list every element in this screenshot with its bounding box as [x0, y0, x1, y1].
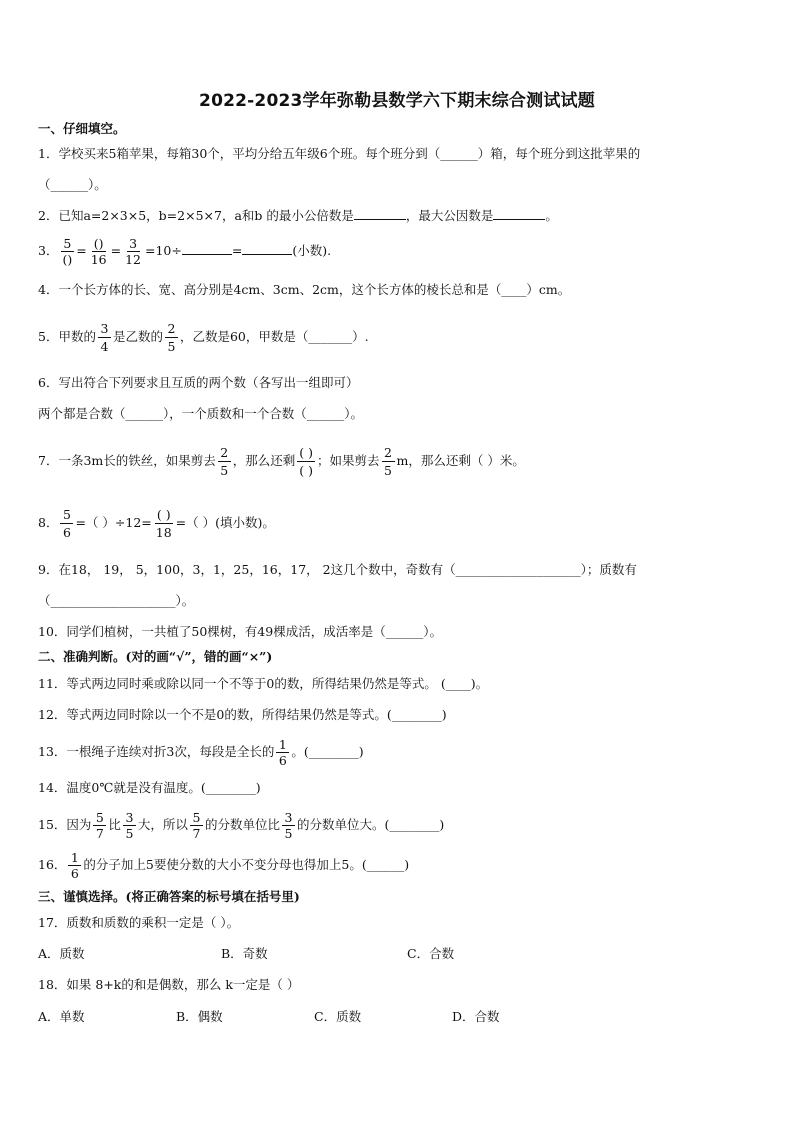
- q8-text-b: =（ ）÷12=: [75, 515, 152, 530]
- q3-text-3: (小数).: [292, 243, 332, 258]
- q16-f-num: 1: [68, 850, 81, 866]
- q3-fraction-1: [60, 236, 74, 267]
- q5-text-b: 是乙数的: [112, 329, 163, 344]
- q15-f4-num: 3: [282, 810, 295, 826]
- question-9-line-2: （____________________）。: [38, 593, 195, 608]
- q2-text-b: ，最大公因数是: [405, 208, 494, 223]
- q8-fraction-1: [60, 506, 73, 541]
- q15-fraction-3: [190, 810, 203, 841]
- q15-f4-den: 5: [284, 826, 293, 841]
- q2-blank-2[interactable]: [493, 207, 545, 220]
- section-heading-fill: 一、仔细填空。: [38, 121, 126, 136]
- q18-option-d[interactable]: D．合数: [452, 1009, 500, 1024]
- question-8: [38, 506, 758, 541]
- q15-f2-den: 5: [125, 826, 134, 841]
- q15-fraction-2: [123, 810, 136, 841]
- question-1-line-2: （______）。: [38, 177, 107, 192]
- q15-text-c: 大，所以: [137, 817, 188, 832]
- q5-f2-num: 2: [165, 320, 178, 338]
- question-12: 12．等式两边同时除以一个不是0的数，所得结果仍然是等式。(________): [38, 707, 447, 722]
- q3-f1-den: (): [62, 252, 73, 267]
- q7-f2-den: ( ): [299, 463, 314, 478]
- q3-blank-1[interactable]: [182, 242, 232, 255]
- q15-fraction-1: [93, 810, 106, 841]
- q7-f1-den: 5: [220, 463, 229, 478]
- q3-f3-num: 3: [127, 236, 140, 252]
- q7-f3-num: 2: [382, 444, 395, 462]
- q8-f2-den: 18: [155, 525, 172, 540]
- q17-option-a[interactable]: A．质数: [38, 946, 85, 961]
- q15-text-d: 的分数单位比: [204, 817, 280, 832]
- q18-option-b[interactable]: B．偶数: [176, 1009, 223, 1024]
- question-4: 4．一个长方体的长、宽、高分别是4cm、3cm、2cm，这个长方体的棱长总和是（____）cm。: [38, 282, 571, 297]
- q15-text-e: 的分数单位大。(________): [296, 817, 445, 832]
- q5-f1-den: 4: [100, 339, 109, 354]
- question-11: 11．等式两边同时乘或除以同一个不等于0的数，所得结果仍然是等式。 (____)。: [38, 676, 489, 691]
- q2-text-a: 2．已知a=2×3×5，b=2×5×7，a和b 的最小公倍数是: [38, 208, 354, 223]
- q7-f2-num: ( ): [299, 445, 314, 460]
- q3-text-1: =10÷: [145, 243, 182, 258]
- q18-option-c[interactable]: C．质数: [314, 1009, 362, 1024]
- q7-text-d: m，那么还剩（ ）米。: [396, 453, 525, 468]
- question-3: [38, 236, 758, 267]
- q8-text-c: =（ ）(填小数)。: [175, 515, 275, 530]
- question-15: [38, 810, 758, 841]
- page-title: 2022-2023学年弥勒县数学六下期末综合测试试题: [199, 91, 595, 111]
- q7-fraction-2: [297, 444, 315, 479]
- q15-f1-den: 7: [95, 826, 104, 841]
- question-5: [38, 320, 758, 355]
- q7-text-c: ；如果剪去: [317, 453, 380, 468]
- question-1-line-1: 1．学校买来5箱苹果，每箱30个，平均分给五年级6个班。每个班分到（______）箱，每个班分到这批苹果的: [38, 146, 641, 161]
- q5-fraction-1: [98, 320, 111, 355]
- q7-fraction-1: [218, 444, 231, 479]
- q16-fraction: [68, 850, 81, 881]
- q15-text-b: 比: [108, 817, 121, 832]
- q3-eq-2: =: [110, 243, 122, 258]
- q16-text-b: 的分子加上5要使分数的大小不变分母也得加上5。(______): [83, 857, 410, 872]
- q5-text-c: ，乙数是60，甲数是（_______）.: [179, 329, 369, 344]
- q7-fraction-3: [382, 444, 395, 479]
- q5-fraction-2: [165, 320, 178, 355]
- q17-option-c[interactable]: C．合数: [407, 946, 455, 961]
- q13-f-num: 1: [276, 737, 289, 753]
- section-heading-judge: 二、准确判断。(对的画“√”，错的画“×”): [38, 649, 273, 664]
- q3-fraction-2: [89, 236, 109, 267]
- q3-fraction-3: [123, 236, 143, 267]
- q5-text-a: 5．甲数的: [38, 329, 96, 344]
- q16-text-a: 16．: [38, 857, 67, 872]
- q15-f2-num: 3: [123, 810, 136, 826]
- q2-blank-1[interactable]: [354, 207, 406, 220]
- question-16: [38, 850, 758, 881]
- q8-f1-num: 5: [60, 506, 73, 524]
- q7-text-a: 7．一条3m长的铁丝，如果剪去: [38, 453, 216, 468]
- q13-text-b: 。(________): [291, 744, 364, 759]
- q18-option-a[interactable]: A．单数: [38, 1009, 85, 1024]
- question-17: 17．质数和质数的乘积一定是（ ）。: [38, 915, 240, 930]
- q13-f-den: 6: [278, 753, 287, 768]
- q8-text-a: 8．: [38, 515, 59, 530]
- q15-fraction-4: [282, 810, 295, 841]
- q15-f1-num: 5: [93, 810, 106, 826]
- q5-f1-num: 3: [98, 320, 111, 338]
- q3-text-2: =: [231, 243, 243, 258]
- q7-text-b: ，那么还剩: [232, 453, 296, 468]
- q3-blank-2[interactable]: [242, 242, 292, 255]
- q3-number: 3．: [38, 243, 59, 258]
- q3-f2-num: (): [93, 236, 104, 251]
- q8-f2-num: ( ): [156, 507, 171, 522]
- question-14: 14．温度0℃就是没有温度。(________): [38, 780, 261, 795]
- q3-f3-den: 12: [125, 252, 141, 267]
- q5-f2-den: 5: [167, 339, 176, 354]
- q15-text-a: 15．因为: [38, 817, 92, 832]
- q17-option-b[interactable]: B．奇数: [221, 946, 268, 961]
- q3-f1-num: 5: [61, 236, 74, 252]
- q3-eq-1: =: [76, 243, 87, 258]
- question-7: [38, 444, 758, 479]
- q3-f2-den: 16: [90, 252, 107, 267]
- question-6-line-2: 两个都是合数（______），一个质数和一个合数（______）。: [38, 406, 364, 421]
- question-6-line-1: 6．写出符合下列要求且互质的两个数（各写出一组即可）: [38, 375, 359, 390]
- q7-f1-num: 2: [218, 444, 231, 462]
- q8-f1-den: 6: [62, 525, 71, 540]
- question-18: 18．如果 8+k的和是偶数，那么 k一定是（ ）: [38, 977, 300, 992]
- question-9-line-1: 9．在18， 19， 5，100，3，1，25，16，17， 2这几个数中，奇数有（____________________）；质数有: [38, 562, 637, 577]
- q15-f3-den: 7: [192, 826, 201, 841]
- q13-fraction: [276, 737, 289, 768]
- section-heading-choice: 三、谨慎选择。(将正确答案的标号填在括号里): [38, 889, 300, 904]
- question-13: [38, 737, 758, 768]
- q16-f-den: 6: [70, 866, 79, 881]
- q13-text-a: 13．一根绳子连续对折3次，每段是全长的: [38, 744, 275, 759]
- q8-fraction-2: [154, 506, 174, 541]
- question-10: 10．同学们植树，一共植了50棵树，有49棵成活，成活率是（______）。: [38, 624, 442, 639]
- question-2: [38, 207, 758, 224]
- q2-text-c: 。: [545, 208, 558, 223]
- q15-f3-num: 5: [190, 810, 203, 826]
- q7-f3-den: 5: [384, 463, 392, 478]
